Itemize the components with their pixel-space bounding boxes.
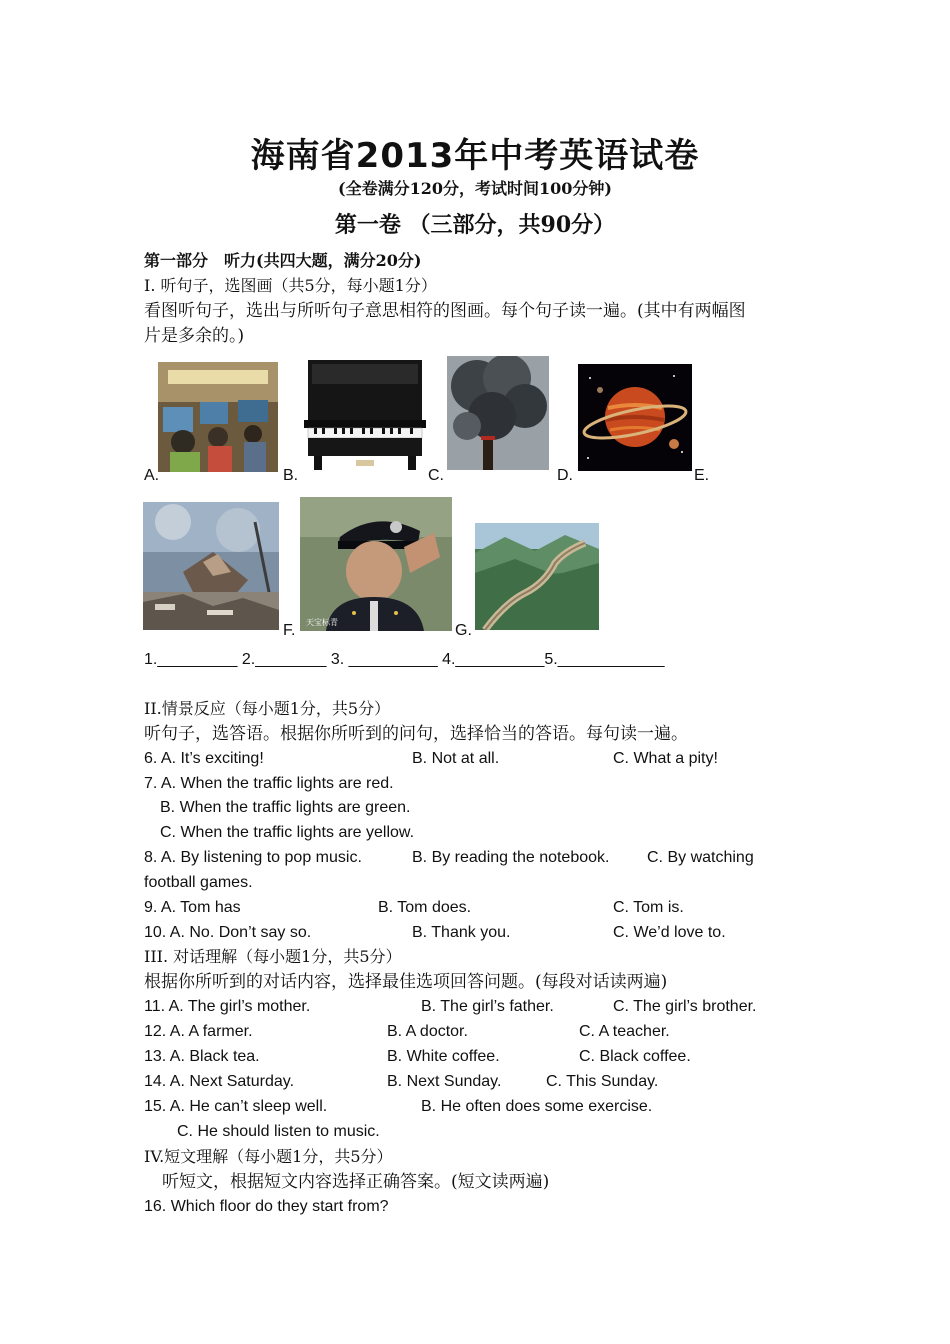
section2-instruction: 听句子，选答语。根据你所听到的问句，选择恰当的答语。每句读一遍。	[144, 724, 688, 744]
q7-option-c: C. When the traffic lights are yellow.	[160, 824, 415, 841]
exam-title: 海南省2013年中考英语试卷	[250, 136, 700, 176]
police-officer-picture	[300, 497, 452, 631]
q15-option-b: B. He often does some exercise.	[421, 1098, 653, 1115]
section3-instruction: 根据你所听到的对话内容，选择最佳选项回答问题。(每段对话读两遍)	[144, 972, 668, 992]
q11-option-b: B. The girl’s father.	[421, 998, 554, 1015]
q10-option-a: 10. A. No. Don’t say so.	[144, 924, 312, 941]
internet-cafe-picture	[158, 362, 278, 472]
q13-option-a: 13. A. Black tea.	[144, 1048, 260, 1065]
smokestack-pollution-picture	[447, 356, 549, 470]
piano-picture	[300, 348, 430, 472]
picture-label-f: F.	[283, 622, 296, 639]
picture-label-e: E.	[694, 467, 710, 484]
q8-option-a: 8. A. By listening to pop music.	[144, 849, 362, 866]
picture-label-d: D.	[557, 467, 573, 484]
q6-option-a: 6. A. It’s exciting!	[144, 750, 264, 767]
q9-option-c: C. Tom is.	[613, 899, 684, 916]
q6-option-b: B. Not at all.	[412, 750, 500, 767]
q6-option-c: C. What a pity!	[613, 750, 718, 767]
q7-option-b: B. When the traffic lights are green.	[160, 799, 411, 816]
q11-option-c: C. The girl’s brother.	[613, 998, 757, 1015]
q10-option-c: C. We’d love to.	[613, 924, 726, 941]
part1-heading: 第一部分 听力(共四大题，满分20分)	[144, 251, 422, 270]
exam-subtitle: (全卷满分120分，考试时间100分钟)	[338, 179, 612, 198]
q12-option-c: C. A teacher.	[579, 1023, 670, 1040]
q11-option-a: 11. A. The girl’s mother.	[144, 998, 311, 1015]
q12-option-b: B. A doctor.	[387, 1023, 468, 1040]
q12-option-a: 12. A. A farmer.	[144, 1023, 253, 1040]
q15-option-c: C. He should listen to music.	[177, 1123, 380, 1140]
q8-option-c-continued: football games.	[144, 874, 253, 891]
q14-option-b: B. Next Sunday.	[387, 1073, 502, 1090]
volume-heading: 第一卷 （三部分，共90分）	[334, 212, 616, 238]
picture-label-a: A.	[144, 467, 160, 484]
section2-title: II.情景反应（每小题1分，共5分）	[144, 699, 391, 718]
section3-title: III. 对话理解（每小题1分，共5分）	[144, 947, 402, 966]
section1-instruction-line1: 看图听句子，选出与所听句子意思相符的图画。每个句子读一遍。(其中有两幅图	[144, 301, 746, 321]
q16-question: 16. Which floor do they start from?	[144, 1198, 389, 1215]
earthquake-ruins-picture	[143, 502, 279, 630]
planet-saturn-picture	[578, 364, 692, 471]
q13-option-c: C. Black coffee.	[579, 1048, 691, 1065]
section1-instruction-line2: 片是多余的。)	[144, 326, 245, 346]
picture-label-c: C.	[428, 467, 444, 484]
picture-label-b: B.	[283, 467, 299, 484]
q13-option-b: B. White coffee.	[387, 1048, 500, 1065]
picture-label-g: G.	[455, 622, 472, 639]
police-picture-caption: 天宝标青	[306, 618, 338, 627]
section4-instruction: 听短文，根据短文内容选择正确答案。(短文读两遍)	[162, 1172, 550, 1192]
great-wall-picture	[475, 523, 599, 630]
answer-blanks: 1._________ 2.________ 3. __________ 4.__________5.____________	[144, 651, 665, 668]
q14-option-a: 14. A. Next Saturday.	[144, 1073, 295, 1090]
q15-option-a: 15. A. He can’t sleep well.	[144, 1098, 328, 1115]
q14-option-c: C. This Sunday.	[546, 1073, 659, 1090]
section1-title: I. 听句子，选图画（共5分，每小题1分）	[144, 276, 437, 295]
q9-option-b: B. Tom does.	[378, 899, 472, 916]
q8-option-b: B. By reading the notebook.	[412, 849, 610, 866]
q9-option-a: 9. A. Tom has	[144, 899, 241, 916]
q10-option-b: B. Thank you.	[412, 924, 511, 941]
q8-option-c: C. By watching	[647, 849, 754, 866]
section4-title: IV.短文理解（每小题1分，共5分）	[144, 1147, 393, 1166]
q7-option-a: 7. A. When the traffic lights are red.	[144, 775, 394, 792]
